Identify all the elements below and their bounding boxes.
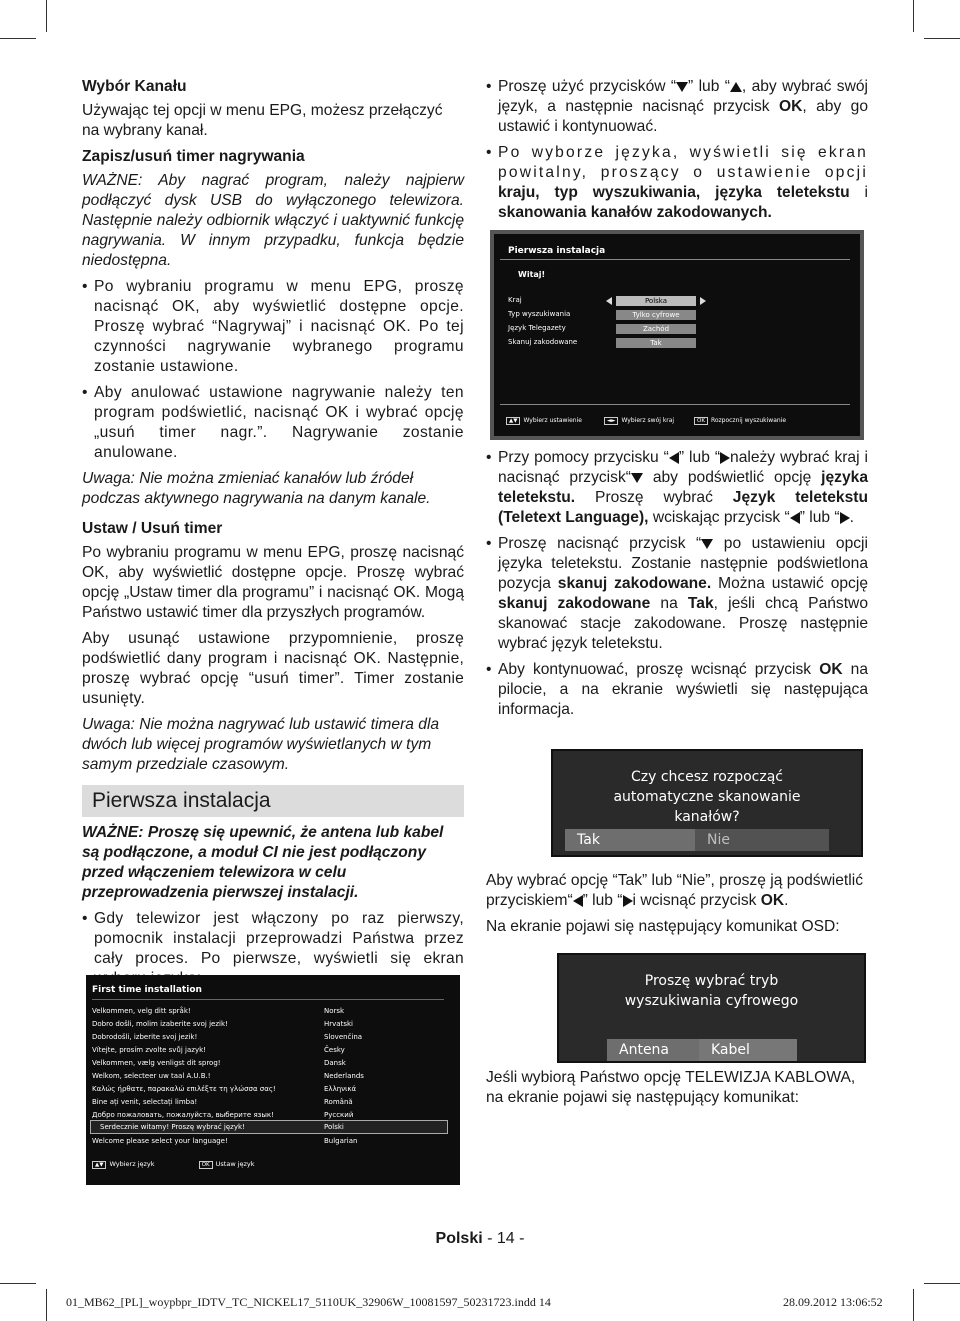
footer-hint: Wybierz swój kraj [621, 417, 675, 424]
setting-label-country: Kraj [508, 296, 522, 304]
up-arrow-icon [730, 82, 742, 92]
bullet-item: • Po wybraniu programu w menu EPG, proszę nacisnąć OK, aby wyświetlić dostępne opcje. Proszę wybrać “Nagrywaj” i nacisnąć OK. Po tej czynności nagrywanie wybranego programu zostanie ustawione. [82, 277, 464, 377]
left-column [82, 77, 464, 995]
crop-mark [913, 1289, 914, 1321]
language-option: Dansk [324, 1059, 346, 1067]
screen-footer [506, 417, 582, 425]
left-arrow-icon [573, 895, 583, 907]
bullet-item: • Gdy telewizor jest włączony po raz pierwszy, pomocnik instalacji przeprowadzi Państwa przez cały proces. Po pierwsze, wyświetli się ekran [82, 909, 464, 989]
right-arrow-icon [840, 512, 850, 524]
page-number: - 14 - [487, 1230, 525, 1247]
ok-key-text: OK [760, 892, 785, 909]
bold-text: Język teletekstu (Teletext Language), [498, 489, 868, 526]
bold-text: Tak [687, 595, 714, 612]
footer-hint: Wybierz ustawienie [523, 417, 582, 424]
up-down-keys-icon: ▲▼ [92, 1161, 106, 1169]
language-option: Česky [324, 1046, 345, 1054]
text: Proszę wybrać [575, 489, 733, 506]
divider [92, 999, 444, 1000]
footer-hint: Wybierz język [109, 1160, 155, 1168]
welcome-message: Bine ați venit, selectați limba! [92, 1098, 198, 1106]
text: . [784, 892, 789, 909]
initial-setup-screen [490, 230, 864, 440]
print-slug-date: 28.09.2012 13:06:52 [783, 1295, 883, 1309]
text: . [849, 509, 854, 526]
right-column-top [486, 77, 868, 229]
scan-encrypted-value: Tak [616, 338, 696, 348]
welcome-message: Velkommen, vælg venligst dit sprog! [92, 1059, 221, 1067]
language-option: Ελληνικά [324, 1085, 357, 1093]
paragraph: Na ekranie pojawi się następujący komunikat OSD: [486, 918, 840, 935]
bullet-item [486, 143, 868, 223]
text: Aby wybrać opcję “Tak” lub “Nie”, proszę ją podświetlić przyciskiem“ [486, 872, 863, 909]
text: po ustawieniu opcji języka teletekstu. Zostanie następnie podświetlona pozycja [498, 535, 868, 592]
paragraph: Aby usunąć ustawione przypomnienie, proszę podświetlić dany program i nacisnąć OK. Następnie, proszę wybrać opcję “usuń timer”. Timer zostanie usunięty. [82, 630, 464, 707]
text: ” lub “ [799, 509, 840, 526]
welcome-message: Dobro došli, molim izaberite svoj jezik! [92, 1020, 228, 1028]
crop-mark [924, 1283, 960, 1284]
text: ” lub “ [582, 892, 623, 909]
language-option-selected: Polski [324, 1123, 344, 1131]
welcome-message: Καλώς ήρθατε, παρακαλώ επιλέξτε τη γλώσσα σας! [92, 1085, 276, 1093]
text: Aby kontynuować, proszę wcisnąć przycisk [498, 661, 820, 678]
language-option: Hrvatski [324, 1020, 353, 1028]
language-option: Русский [324, 1111, 354, 1119]
language-option: Slovenčina [324, 1033, 363, 1041]
down-arrow-icon [631, 473, 643, 483]
welcome-message: Welcome please select your language! [92, 1137, 228, 1145]
bold-text: skanuj zakodowane [498, 595, 651, 612]
text: wciskając przycisk “ [648, 509, 790, 526]
bold-text: kraju, typ wyszukiwania, języka teletekstu [498, 184, 850, 201]
paragraph: Używając tej opcji w menu EPG, możesz przełączyć na wybrany kanał. [82, 102, 443, 139]
crop-mark [46, 0, 47, 32]
paragraph: Jeśli wybiorą Państwo opcję TELEWIZJA KABLOWA, na ekranie pojawi się następujący komunikat: [486, 1069, 856, 1106]
setting-label-search-type: Typ wyszukiwania [508, 310, 571, 318]
text: ” lub “ [678, 449, 721, 466]
screen-footer [604, 417, 674, 425]
first-time-installation-screen [86, 975, 460, 1185]
teletext-value: Zachód [616, 324, 696, 334]
heading-channel-select: Wybór Kanału [82, 78, 187, 95]
text: na pilocie, a na ekranie wyświetli się następująca informacja. [498, 661, 868, 718]
text: ” lub “ [688, 78, 730, 95]
dialog-question: Czy chcesz rozpocząć automatyczne skanowanie kanałów? [613, 769, 801, 825]
setting-label-scan-encrypted: Skanuj zakodowane [508, 338, 578, 346]
welcome-text: Witaj! [518, 270, 546, 279]
up-down-keys-icon: ▲▼ [506, 417, 520, 425]
bold-text: języka teletekstu. [498, 469, 868, 506]
text: Proszę użyć przycisków “ [498, 78, 677, 95]
paragraph: Po wybraniu programu w menu EPG, proszę nacisnąć OK, aby wyświetlić dostępne opcje. Proszę wybrać opcję „Ustaw timer dla programu” i nacisnąć OK. Mogą Państwo ustawić timer dla przyszłych programów. [82, 544, 464, 621]
welcome-message: Dobrodošli, izberite svoj jezik! [92, 1033, 198, 1041]
ok-key-icon: OK [694, 417, 708, 425]
screen-footer [92, 1160, 255, 1169]
welcome-message: Velkommen, velg ditt språk! [92, 1007, 191, 1015]
page-footer [0, 1230, 960, 1248]
right-arrow-icon [720, 452, 730, 464]
divider [500, 404, 850, 405]
text: aby podświetlić opcję [642, 469, 822, 486]
footer-hint: Rozpocznij wyszukiwanie [710, 417, 787, 424]
bold-text: skanuj zakodowane. [557, 575, 712, 592]
setting-label-teletext: Język Telegazety [508, 324, 566, 332]
auto-scan-dialog [551, 749, 863, 857]
heading-record-timer: Zapisz/usuń timer nagrywania [82, 148, 305, 165]
text: na [650, 595, 688, 612]
crop-mark [0, 1283, 36, 1284]
no-button[interactable]: Nie [695, 829, 829, 851]
text: Można ustawić opcję [711, 575, 868, 592]
language-option: Română [324, 1098, 353, 1106]
text: należy wybrać kraj i nacisnąć przycisk“ [498, 449, 868, 486]
divider [500, 259, 850, 260]
down-arrow-icon [676, 82, 688, 92]
screen-footer [694, 417, 786, 425]
screen-title: First time installation [92, 985, 202, 995]
search-mode-dialog [557, 953, 866, 1063]
ok-key-text: OK [779, 98, 803, 115]
text: , jeśli chcą Państwo skanować stacje zakodowane. Proszę następnie wybrać język teletekstu. [498, 595, 868, 652]
bullet-item: • Aby anulować ustawione nagrywanie należy ten program podświetlić, nacisnąć OK i wybrać opcję „usuń timer nagr.”. Nagrywanie zostanie anulowane. [82, 383, 464, 463]
right-column-bottom [486, 448, 868, 726]
right-arrow-icon [623, 895, 633, 907]
crop-mark [924, 38, 960, 39]
search-type-value: Tylko cyfrowe [616, 310, 696, 320]
antenna-button[interactable]: Antena [607, 1039, 707, 1061]
language-option: Norsk [324, 1007, 345, 1015]
text: Proszę nacisnąć przycisk “ [498, 535, 702, 552]
left-arrow-icon [669, 452, 679, 464]
welcome-message: Vítejte, prosím zvolte svůj jazyk! [92, 1046, 206, 1054]
left-arrow-icon [790, 512, 800, 524]
note: Uwaga: Nie można zmieniać kanałów lub źródeł podczas aktywnego nagrywania na danym kanale. [82, 470, 431, 507]
cable-button[interactable]: Kabel [699, 1039, 797, 1061]
crop-mark [0, 38, 36, 39]
right-column-end [486, 1068, 872, 1114]
section-heading-first-install: Pierwsza instalacja [82, 785, 464, 817]
bold-text: skanowania kanałów zakodowanych. [498, 204, 772, 221]
paragraph [486, 871, 872, 911]
text: , aby go ustawić i kontynuować. [498, 98, 868, 135]
text: , aby wybrać swój język, a następnie nacisnąć przycisk [498, 78, 868, 115]
ok-key-icon: OK [199, 1161, 213, 1169]
note-important: WAŻNE: Aby nagrać program, należy najpierw podłączyć dysk USB do wyłączonego telewizora. Następnie należy odbiornik włączyć i uaktywnić funkcję nagrywania. W innym przypadku, funkcja będzie niedostępna. [82, 172, 464, 269]
crop-mark [913, 0, 914, 32]
text: i [849, 184, 868, 201]
left-right-keys-icon: ◄► [604, 417, 618, 425]
country-value: Polska [616, 296, 696, 306]
language-option: Nederlands [324, 1072, 364, 1080]
chevron-right-icon [700, 297, 706, 305]
welcome-message-selected: Serdecznie witamy! Proszę wybrać język! [100, 1123, 245, 1131]
heading-set-timer: Ustaw / Usuń timer [82, 520, 223, 537]
screen-title: Pierwsza instalacja [508, 246, 606, 256]
bullet-item [486, 77, 868, 137]
print-slug-file: 01_MB62_[PL]_woypbpr_IDTV_TC_NICKEL17_5110UK_32906W_10081597_50231723.indd 14 [66, 1295, 551, 1309]
warning-text: WAŻNE: Proszę się upewnić, że antena lub kabel są podłączone, a moduł CI nie jest podłączony przed włączeniem telewizora w celu przeprowadzenia pierwszej instalacji. [82, 824, 444, 901]
footer-hint: Ustaw język [215, 1160, 255, 1168]
note: Uwaga: Nie można nagrywać lub ustawić timera dla dwóch lub więcej programów wyświetlanych w tym samym przedziale czasowym. [82, 716, 440, 773]
chevron-left-icon [606, 297, 612, 305]
dialog-question: Proszę wybrać tryb wyszukiwania cyfrowego [624, 973, 799, 1009]
text: Po wyborze języka, wyświetli się ekran powitalny, proszący o ustawienie opcji [498, 144, 868, 181]
bullet-item [486, 534, 868, 654]
ok-key-text: OK [819, 661, 843, 678]
footer-language: Polski [435, 1230, 483, 1247]
welcome-message: Добро пожаловать, пожалуйста, выберите язык! [92, 1111, 274, 1119]
yes-button[interactable]: Tak [565, 829, 705, 851]
welcome-message: Welkom, selecteer uw taal A.U.B.! [92, 1072, 211, 1080]
down-arrow-icon [701, 539, 713, 549]
text: i wcisnąć przycisk [632, 892, 761, 909]
crop-mark [46, 1289, 47, 1321]
bullet-item [486, 448, 868, 528]
language-option: Bulgarian [324, 1137, 358, 1145]
bullet-item [486, 660, 868, 720]
text: Przy pomocy przycisku “ [498, 449, 669, 466]
right-column-lower [486, 871, 872, 943]
